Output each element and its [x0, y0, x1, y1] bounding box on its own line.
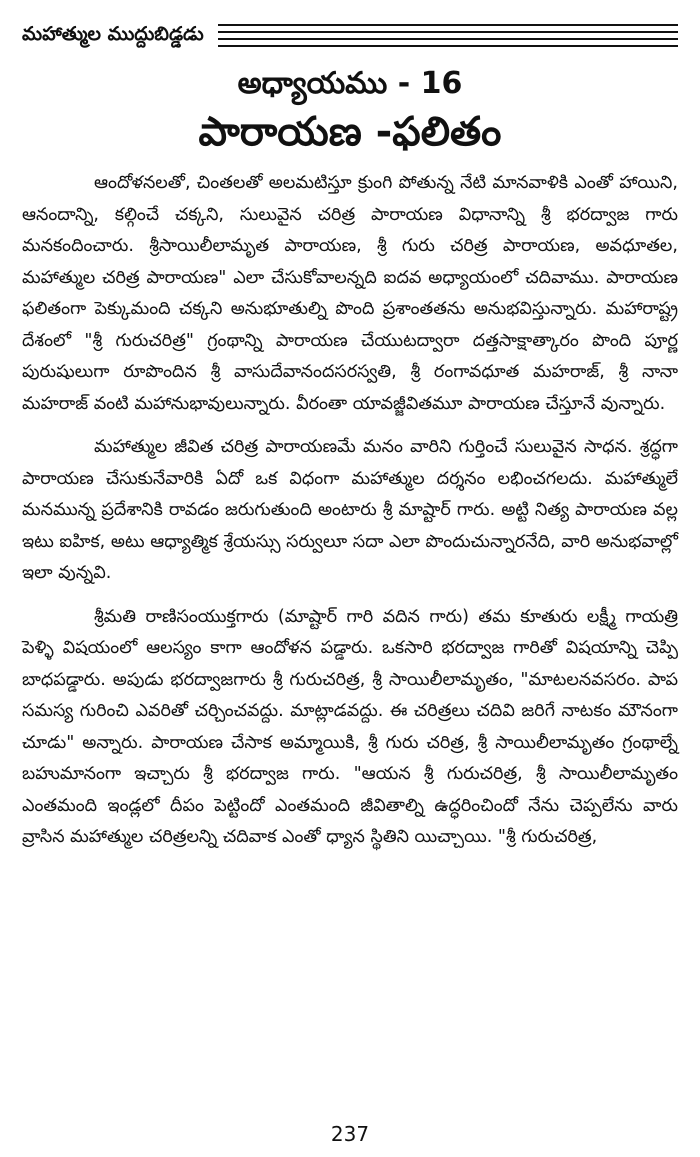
body-text: [22, 168, 678, 866]
paragraph: శ్రీమతి రాణిసంయుక్తగారు (మాష్టార్ గారి వదిన గారు) తమ కూతురు లక్ష్మీ గాయత్రి పెళ్ళి విషయంలో ఆలస్యం కాగా ఆందోళన పడ్డారు. ఒకసారి భరద్వాజ గారితో విషయాన్ని చెప్పి బాధపడ్డారు. అపుడు భరద్వాజగారు శ్రీ గురుచరిత్ర, శ్రీ సాయిలీలామృతం, "మాటలనవసరం. పాప సమస్య గురించి ఎవరితో చర్చించవద్దు. మాట్లాడవద్దు. ఈ చరిత్రలు చదివి జరిగే నాటకం మౌనంగా చూడు" అన్నారు. పారాయణ చేసాక అమ్మాయికి, శ్రీ గురు చరిత్ర, శ్రీ సాయిలీలామృతం గ్రంథాల్నే బహుమానంగా ఇచ్చారు శ్రీ భరద్వాజ గారు. "ఆయన శ్రీ గురుచరిత్ర, శ్రీ సాయిలీలామృతం ఎంతమంది ఇండ్లలో దీపం పెట్టిందో ఎంతమంది జీవితాల్ని ఉద్ధరించిందో నేను చెప్పలేను వారు వ్రాసిన మహాత్ముల చరిత్రలన్ని చదివాక ఎంతో ధ్యాన స్థితిని యిచ్చాయి. "శ్రీ గురుచరిత్ర,: [22, 606, 678, 847]
header-rule-line: [218, 31, 678, 33]
header-rule-line: [218, 45, 678, 47]
page-number: 237: [330, 1122, 370, 1146]
header-rules: [218, 24, 678, 52]
chapter-label: అధ్యాయము - 16: [237, 66, 463, 101]
running-title: మహాత్ముల ముద్దుబిడ్డడు: [22, 23, 204, 45]
chapter-title: పారాయణ -ఫలితం: [198, 109, 502, 155]
header-rule-line: [218, 38, 678, 40]
paragraph: మహాత్ముల జీవిత చరిత్ర పారాయణమే మనం వారిని గుర్తించే సులువైన సాధన. శ్రద్ధగా పారాయణ చేసుకునేవారికి ఏదో ఒక విధంగా మహాత్ముల దర్శనం లభించగలదు. మహాత్ములే మనమున్న ప్రదేశానికి రావడం జరుగుతుంది అంటారు శ్రీ మాష్టార్ గారు. అట్టి నిత్య పారాయణ వల్ల ఇటు ఐహిక, అటు ఆధ్యాత్మిక శ్రేయస్సు సర్వులూ సదా ఎలా పొందుచున్నారనేది, వారి అనుభవాల్లో ఇలా వున్నవి.: [22, 437, 678, 583]
page-header: [22, 18, 678, 52]
header-rule-line: [218, 24, 678, 26]
paragraph: ఆందోళనలతో, చింతలతో అలమటిస్తూ క్రుంగి పోతున్న నేటి మానవాళికి ఎంతో హాయిని, ఆనందాన్ని, కల్గించే చక్కని, సులువైన చరిత్ర పారాయణ విధానాన్ని శ్రీ భరద్వాజ గారు మనకందించారు. శ్రీసాయిలీలామృత పారాయణ, శ్రీ గురు చరిత్ర పారాయణ, అవధూతల, మహాత్ముల చరిత్ర పారాయణ" ఎలా చేసుకోవాలన్నది ఐదవ అధ్యాయంలో చదివాము. పారాయణ ఫలితంగా పెక్కుమంది చక్కని అనుభూతుల్ని పొంది ప్రశాంతతను అనుభవిస్తున్నారు. మహారాష్ట్ర దేశంలో "శ్రీ గురుచరిత్ర" గ్రంథాన్ని పారాయణ చేయుటద్వారా దత్తసాక్షాత్కారం పొంది పూర్ణ పురుషులుగా రూపొందిన శ్రీ వాసుదేవానందసరస్వతి, శ్రీ రంగావధూత మహరాజ్, శ్రీ నానా మహరాజ్ వంటి మహానుభావులున్నారు. వీరంతా యావజ్జీవితమూ పారాయణ చేస్తూనే వున్నారు.: [22, 173, 678, 414]
